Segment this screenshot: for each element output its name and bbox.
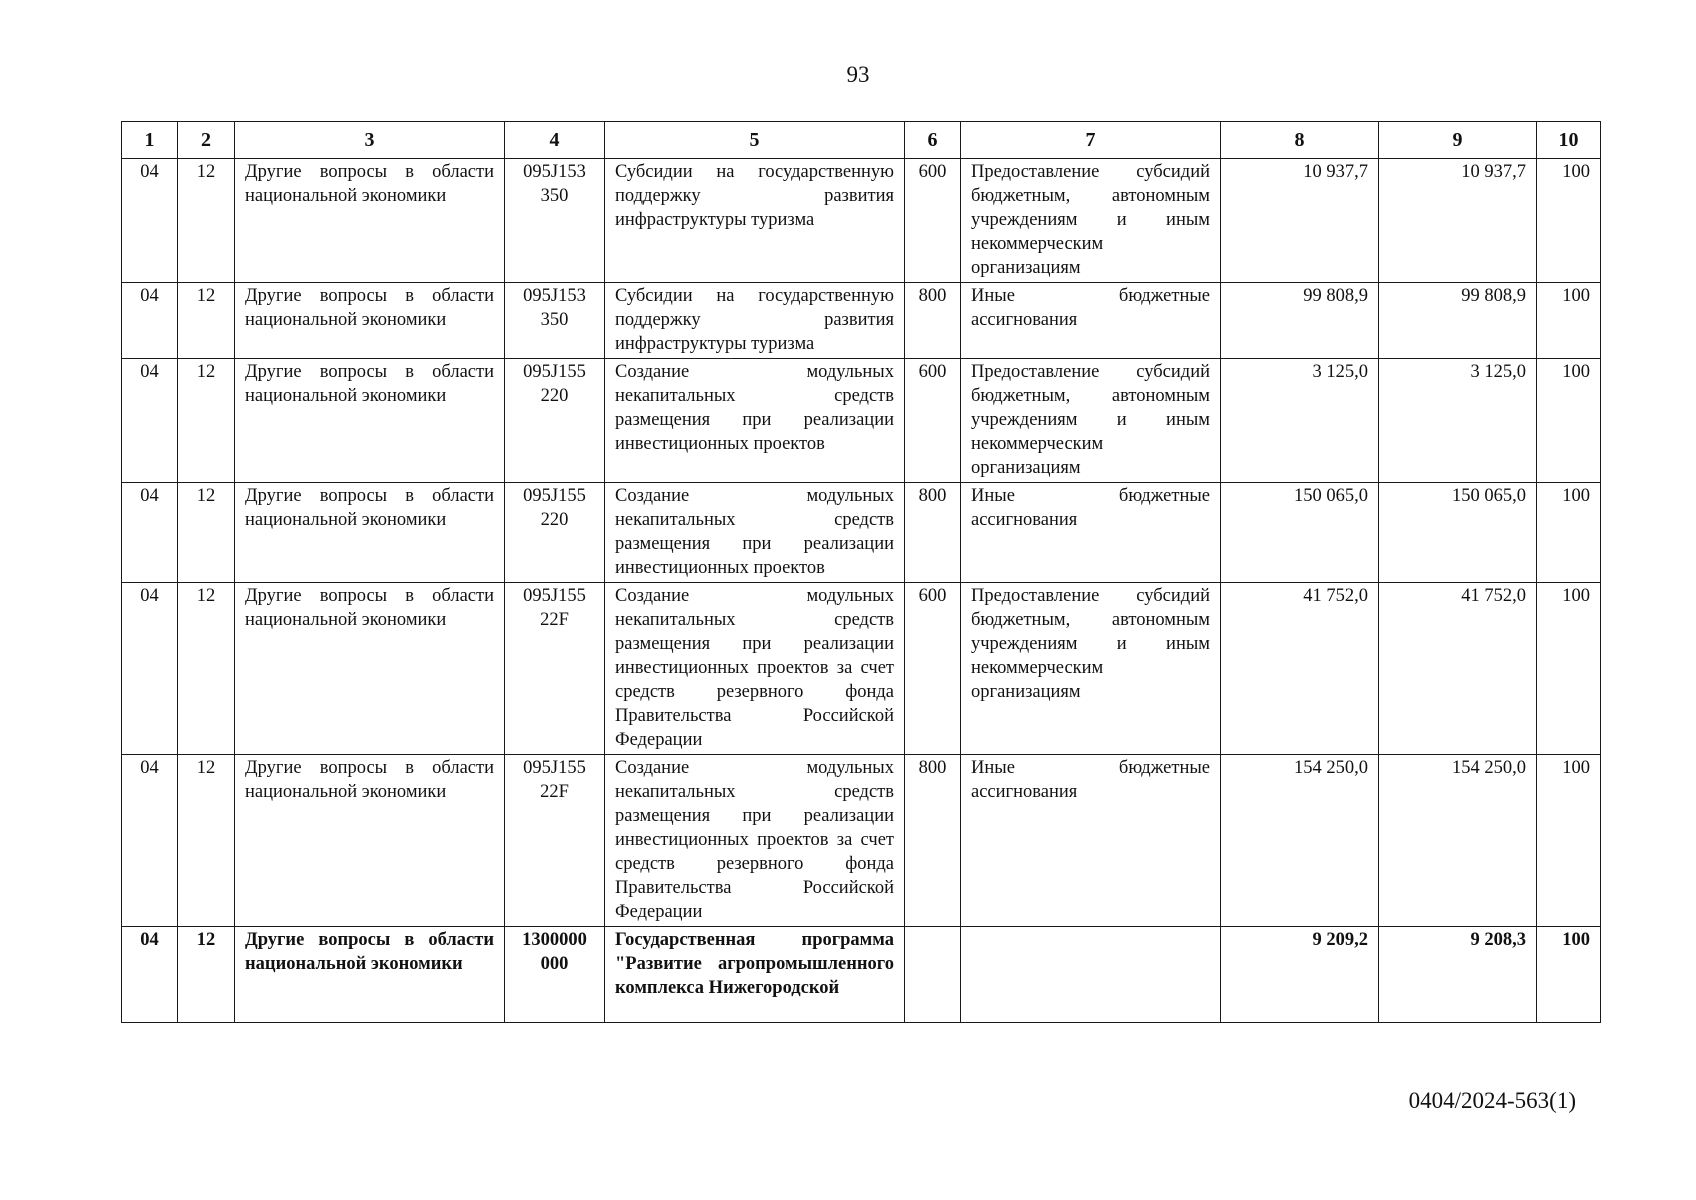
target-article-code xyxy=(505,755,605,927)
subsection-name: Другие вопросы в области национальной экономики xyxy=(235,359,505,483)
column-header: 4 xyxy=(505,122,605,159)
target-article-code-part1: 095J155 xyxy=(523,758,586,778)
execution-percent: 100 xyxy=(1537,483,1601,583)
subsection-name: Другие вопросы в области национальной экономики xyxy=(235,927,505,1023)
subsection-code: 12 xyxy=(178,283,235,359)
expense-type-code xyxy=(905,927,961,1023)
planned-amount: 154 250,0 xyxy=(1221,755,1379,927)
target-article-code xyxy=(505,283,605,359)
column-header: 9 xyxy=(1379,122,1537,159)
column-header: 7 xyxy=(961,122,1221,159)
executed-amount: 99 808,9 xyxy=(1379,283,1537,359)
executed-amount: 3 125,0 xyxy=(1379,359,1537,483)
subsection-name: Другие вопросы в области национальной экономики xyxy=(235,755,505,927)
planned-amount: 9 209,2 xyxy=(1221,927,1379,1023)
expense-type-name: Иные бюджетные ассигнования xyxy=(961,283,1221,359)
target-article-code-part1: 095J155 xyxy=(523,486,586,506)
execution-percent: 100 xyxy=(1537,283,1601,359)
target-article-code-part2: 22F xyxy=(540,610,569,630)
expense-type-code: 600 xyxy=(905,159,961,283)
subsection-code: 12 xyxy=(178,755,235,927)
column-header: 2 xyxy=(178,122,235,159)
column-header: 8 xyxy=(1221,122,1379,159)
target-article-code-part2: 220 xyxy=(540,386,569,406)
target-article-code-part2: 220 xyxy=(540,510,569,530)
table-row xyxy=(122,583,1601,755)
execution-percent: 100 xyxy=(1537,583,1601,755)
table-row xyxy=(122,483,1601,583)
target-article-code-part2: 000 xyxy=(540,954,569,974)
subsection-name: Другие вопросы в области национальной экономики xyxy=(235,159,505,283)
target-article-code-part1: 1300000 xyxy=(522,930,587,950)
executed-amount: 10 937,7 xyxy=(1379,159,1537,283)
target-article-code xyxy=(505,927,605,1023)
target-article-name: Создание модульных некапитальных средств размещения при реализации инвестиционных проектов xyxy=(605,359,905,483)
table-row xyxy=(122,755,1601,927)
target-article-code xyxy=(505,359,605,483)
planned-amount: 3 125,0 xyxy=(1221,359,1379,483)
table-row-program xyxy=(122,927,1601,1023)
executed-amount: 9 208,3 xyxy=(1379,927,1537,1023)
executed-amount: 154 250,0 xyxy=(1379,755,1537,927)
target-article-name: Субсидии на государственную поддержку развития инфраструктуры туризма xyxy=(605,159,905,283)
expense-type-name: Предоставление субсидий бюджетным, автономным учреждениям и иным некоммерческим организациям xyxy=(961,583,1221,755)
target-article-name: Создание модульных некапитальных средств размещения при реализации инвестиционных проектов xyxy=(605,483,905,583)
section-code: 04 xyxy=(122,283,178,359)
target-article-code-part1: 095J153 xyxy=(523,286,586,306)
budget-table xyxy=(121,121,1601,1023)
planned-amount: 10 937,7 xyxy=(1221,159,1379,283)
table-row xyxy=(122,159,1601,283)
execution-percent: 100 xyxy=(1537,159,1601,283)
target-article-code-part2: 22F xyxy=(540,782,569,802)
expense-type-code: 600 xyxy=(905,583,961,755)
subsection-code: 12 xyxy=(178,483,235,583)
table-row xyxy=(122,283,1601,359)
expense-type-code: 800 xyxy=(905,755,961,927)
section-code: 04 xyxy=(122,483,178,583)
target-article-code xyxy=(505,159,605,283)
section-code: 04 xyxy=(122,927,178,1023)
expense-type-name: Иные бюджетные ассигнования xyxy=(961,483,1221,583)
column-header: 5 xyxy=(605,122,905,159)
page-number: 93 xyxy=(846,62,870,87)
expense-type-name xyxy=(961,927,1221,1023)
executed-amount: 41 752,0 xyxy=(1379,583,1537,755)
target-article-name: Создание модульных некапитальных средств размещения при реализации инвестиционных проектов за счет средств резервного фонда Правительства Российской Федерации xyxy=(605,755,905,927)
subsection-name: Другие вопросы в области национальной экономики xyxy=(235,583,505,755)
expense-type-code: 800 xyxy=(905,283,961,359)
planned-amount: 99 808,9 xyxy=(1221,283,1379,359)
executed-amount: 150 065,0 xyxy=(1379,483,1537,583)
subsection-code: 12 xyxy=(178,359,235,483)
section-code: 04 xyxy=(122,359,178,483)
execution-percent: 100 xyxy=(1537,359,1601,483)
execution-percent: 100 xyxy=(1537,755,1601,927)
section-code: 04 xyxy=(122,159,178,283)
target-article-code xyxy=(505,483,605,583)
section-code: 04 xyxy=(122,583,178,755)
target-article-code-part1: 095J155 xyxy=(523,586,586,606)
column-header: 6 xyxy=(905,122,961,159)
target-article-code-part2: 350 xyxy=(540,186,569,206)
table-header-row xyxy=(122,122,1601,159)
planned-amount: 41 752,0 xyxy=(1221,583,1379,755)
execution-percent: 100 xyxy=(1537,927,1601,1023)
target-article-code-part1: 095J155 xyxy=(523,362,586,382)
expense-type-name: Иные бюджетные ассигнования xyxy=(961,755,1221,927)
target-article-name: Субсидии на государственную поддержку развития инфраструктуры туризма xyxy=(605,283,905,359)
planned-amount: 150 065,0 xyxy=(1221,483,1379,583)
column-header: 10 xyxy=(1537,122,1601,159)
target-article-code xyxy=(505,583,605,755)
target-article-code-part2: 350 xyxy=(540,310,569,330)
subsection-code: 12 xyxy=(178,159,235,283)
subsection-code: 12 xyxy=(178,583,235,755)
expense-type-code: 800 xyxy=(905,483,961,583)
column-header: 3 xyxy=(235,122,505,159)
target-article-name: Создание модульных некапитальных средств размещения при реализации инвестиционных проектов за счет средств резервного фонда Правительства Российской Федерации xyxy=(605,583,905,755)
document-registration-code: 0404/2024-563(1) xyxy=(1408,1088,1576,1113)
expense-type-code: 600 xyxy=(905,359,961,483)
subsection-code: 12 xyxy=(178,927,235,1023)
column-header: 1 xyxy=(122,122,178,159)
target-article-name: Государственная программа "Развитие агропромышленного комплекса Нижегородской xyxy=(605,927,905,1023)
expense-type-name: Предоставление субсидий бюджетным, автономным учреждениям и иным некоммерческим организациям xyxy=(961,159,1221,283)
expense-type-name: Предоставление субсидий бюджетным, автономным учреждениям и иным некоммерческим организациям xyxy=(961,359,1221,483)
subsection-name: Другие вопросы в области национальной экономики xyxy=(235,283,505,359)
subsection-name: Другие вопросы в области национальной экономики xyxy=(235,483,505,583)
target-article-code-part1: 095J153 xyxy=(523,162,586,182)
table-row xyxy=(122,359,1601,483)
section-code: 04 xyxy=(122,755,178,927)
